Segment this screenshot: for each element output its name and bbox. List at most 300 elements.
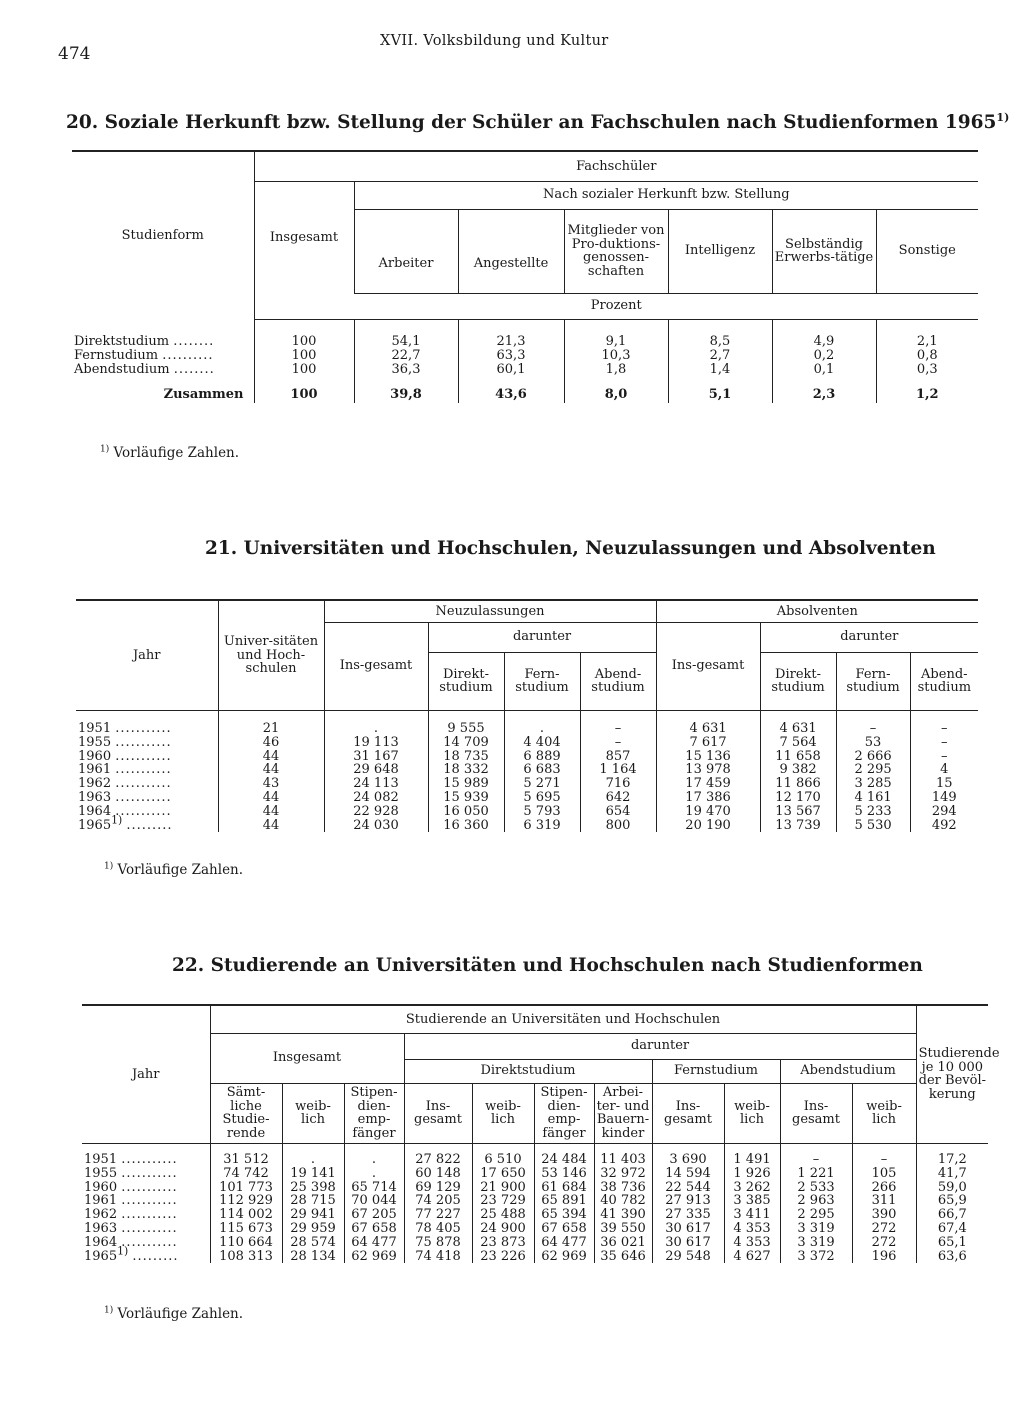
row-label-text: 1962 <box>78 776 112 792</box>
table-cell: 15 136 <box>656 750 760 764</box>
table-cell: 63,3 <box>458 349 564 363</box>
total-cell: 2,3 <box>772 387 876 403</box>
table-cell: 29 548 <box>652 1250 724 1264</box>
leader-dots: ........... <box>115 748 172 764</box>
row-label-text: 1964 <box>78 803 112 819</box>
table-cell: 6 683 <box>504 763 580 777</box>
table-cell: 857 <box>580 750 656 764</box>
header-neu-fern: Fern-studium <box>504 652 580 710</box>
footnote-21: $^{1)}$ Vorläufige Zahlen. <box>104 861 244 878</box>
table-cell: 115 673 <box>210 1222 282 1236</box>
table-cell: 13 739 <box>760 819 836 833</box>
table-cell: 44 <box>218 805 324 819</box>
table-cell: 27 822 <box>404 1153 472 1167</box>
table-cell: 24 900 <box>472 1222 534 1236</box>
table-cell: 0,3 <box>876 363 978 377</box>
table-21-title: 21. Universitäten und Hochschulen, Neuzulassungen und Absolventen <box>205 538 936 559</box>
table-cell: 2 666 <box>836 750 910 764</box>
total-cell: 1,2 <box>876 387 978 403</box>
row-label-footnote-mark: 1) <box>111 813 123 827</box>
header-abend-weiblich: weib-lich <box>852 1083 916 1143</box>
table-cell: 11 866 <box>760 777 836 791</box>
table-cell: 716 <box>580 777 656 791</box>
table-row <box>76 763 978 777</box>
table-cell: 2,7 <box>668 349 772 363</box>
leader-dots: ........ <box>173 362 215 377</box>
footnote-22: $^{1)}$ Vorläufige Zahlen. <box>104 1305 244 1322</box>
table-cell: . <box>344 1167 404 1181</box>
table-cell: 15 989 <box>428 777 504 791</box>
leader-dots: ......... <box>132 1248 179 1264</box>
row-label-text: 1963 <box>84 1220 118 1236</box>
table-cell: 28 134 <box>282 1250 344 1264</box>
header-direkt-stipendien: Stipen-dien-emp-fänger <box>534 1083 594 1143</box>
table-row <box>82 1167 988 1181</box>
table-cell: 59,0 <box>916 1181 988 1195</box>
table-cell: 67,4 <box>916 1222 988 1236</box>
header-neu-direkt: Direkt-studium <box>428 652 504 710</box>
row-label <box>76 791 218 805</box>
table-row <box>76 805 978 819</box>
table-cell: 65 891 <box>534 1194 594 1208</box>
table-cell: 100 <box>254 349 354 363</box>
table-cell: 2 295 <box>780 1208 852 1222</box>
row-label-text: 1961 <box>84 1193 118 1209</box>
table-cell: 44 <box>218 750 324 764</box>
header-abendstudium: Abendstudium <box>780 1059 916 1083</box>
table-cell: 7 617 <box>656 736 760 750</box>
table-cell: 10,3 <box>564 349 668 363</box>
row-label-text: Direktstudium <box>74 334 170 349</box>
header-sonstige: Sonstige <box>876 209 978 293</box>
table-cell: 21,3 <box>458 335 564 349</box>
header-selbstaendig: Selbständig Erwerbs-tätige <box>772 209 876 293</box>
table-cell: – <box>580 736 656 750</box>
table-cell: 0,2 <box>772 349 876 363</box>
table-cell: – <box>580 722 656 736</box>
page-number: 474 <box>58 44 91 64</box>
table-cell: 149 <box>910 791 978 805</box>
row-label-footnote-mark: 1) <box>117 1244 129 1258</box>
table-cell: 294 <box>910 805 978 819</box>
leader-dots: ........... <box>121 1234 178 1250</box>
table-cell: 62 969 <box>534 1250 594 1264</box>
row-label <box>76 777 218 791</box>
table-cell: 4 <box>910 763 978 777</box>
table-cell: 1,4 <box>668 363 772 377</box>
table-cell: 266 <box>852 1181 916 1195</box>
table-row <box>82 1181 988 1195</box>
row-label-text: 1951 <box>84 1152 118 1167</box>
header-abs-fern: Fern-studium <box>836 652 910 710</box>
row-label <box>76 722 218 736</box>
leader-dots: ........... <box>115 721 172 736</box>
table-cell: 53 <box>836 736 910 750</box>
table-cell: 6 510 <box>472 1153 534 1167</box>
table-cell: 23 226 <box>472 1250 534 1264</box>
row-label-text: 1963 <box>78 789 112 805</box>
table-cell: 17 386 <box>656 791 760 805</box>
table-cell: 100 <box>254 363 354 377</box>
header-darunter: darunter <box>404 1033 916 1059</box>
row-label-text: 1960 <box>78 748 112 764</box>
table-cell: 65,9 <box>916 1194 988 1208</box>
leader-dots: ........... <box>115 789 172 805</box>
table-cell: 32 972 <box>594 1167 652 1181</box>
table-22 <box>82 1004 1000 1264</box>
table-row <box>76 722 978 736</box>
header-neu-abend: Abend-studium <box>580 652 656 710</box>
table-cell: 23 873 <box>472 1236 534 1250</box>
table-cell: 40 782 <box>594 1194 652 1208</box>
header-fachschueler: Fachschüler <box>254 151 978 181</box>
table-cell: 15 <box>910 777 978 791</box>
total-cell: 39,8 <box>354 387 458 403</box>
header-abs-darunter: darunter <box>760 622 978 652</box>
table-cell: 39 550 <box>594 1222 652 1236</box>
table-cell: 16 050 <box>428 805 504 819</box>
table-cell: 642 <box>580 791 656 805</box>
table-cell: 30 617 <box>652 1222 724 1236</box>
table-cell: 21 <box>218 722 324 736</box>
table-cell: 29 959 <box>282 1222 344 1236</box>
header-absolventen: Absolventen <box>656 600 978 622</box>
row-label <box>82 1208 210 1222</box>
table-cell: 6 889 <box>504 750 580 764</box>
header-universitaeten: Univer-sitäten und Hoch-schulen <box>218 600 324 710</box>
table-cell: 74 205 <box>404 1194 472 1208</box>
leader-dots: ........... <box>115 734 172 750</box>
table-cell: 2 295 <box>836 763 910 777</box>
table-cell: 62 969 <box>344 1250 404 1264</box>
row-label-text: 1964 <box>84 1234 118 1250</box>
table-cell: 4,9 <box>772 335 876 349</box>
table-cell: 12 170 <box>760 791 836 805</box>
table-row <box>72 335 978 349</box>
row-label <box>72 363 254 377</box>
header-fern-insgesamt: Ins-gesamt <box>652 1083 724 1143</box>
table-cell: 44 <box>218 791 324 805</box>
table-cell: 0,1 <box>772 363 876 377</box>
table-cell: 19 141 <box>282 1167 344 1181</box>
table-cell: 25 398 <box>282 1181 344 1195</box>
table-cell: 390 <box>852 1208 916 1222</box>
header-neu-darunter: darunter <box>428 622 656 652</box>
table-row <box>72 363 978 377</box>
table-20 <box>72 150 978 403</box>
header-direktstudium: Direktstudium <box>404 1059 652 1083</box>
table-cell: 25 488 <box>472 1208 534 1222</box>
row-label <box>82 1222 210 1236</box>
table-cell: 4 353 <box>724 1222 780 1236</box>
row-label-text: 1960 <box>84 1179 118 1195</box>
table-cell: 44 <box>218 763 324 777</box>
header-abs-abend: Abend-studium <box>910 652 978 710</box>
table-cell: – <box>910 736 978 750</box>
row-label-text: 1962 <box>84 1207 118 1223</box>
table-cell: . <box>324 722 428 736</box>
table-cell: 272 <box>852 1236 916 1250</box>
header-saemtliche: Sämt-liche Studie-rende <box>210 1083 282 1143</box>
table-cell: 36 021 <box>594 1236 652 1250</box>
table-cell: 31 167 <box>324 750 428 764</box>
header-fern-weiblich: weib-lich <box>724 1083 780 1143</box>
table-cell: 23 729 <box>472 1194 534 1208</box>
row-label <box>82 1236 210 1250</box>
table-cell: 11 658 <box>760 750 836 764</box>
leader-dots: ........... <box>121 1207 178 1223</box>
table-cell: 74 418 <box>404 1250 472 1264</box>
table-cell: 41,7 <box>916 1167 988 1181</box>
row-label <box>82 1181 210 1195</box>
row-label <box>72 335 254 349</box>
row-label <box>82 1194 210 1208</box>
table-cell: 4 631 <box>656 722 760 736</box>
table-row <box>82 1250 988 1264</box>
table-cell: 36,3 <box>354 363 458 377</box>
row-label-text: 1965 <box>78 817 112 833</box>
table-cell: 311 <box>852 1194 916 1208</box>
table-20-body <box>72 319 978 403</box>
total-cell: 8,0 <box>564 387 668 403</box>
table-cell: 29 648 <box>324 763 428 777</box>
table-cell: 28 715 <box>282 1194 344 1208</box>
row-label <box>76 763 218 777</box>
header-studierende: Studierende an Universitäten und Hochschulen <box>210 1005 916 1033</box>
row-label <box>72 349 254 363</box>
table-row <box>82 1208 988 1222</box>
table-cell: 19 470 <box>656 805 760 819</box>
table-cell: 24 113 <box>324 777 428 791</box>
leader-dots: ........... <box>121 1193 178 1209</box>
table-cell: 5 793 <box>504 805 580 819</box>
table-row <box>76 736 978 750</box>
table-cell: 2,1 <box>876 335 978 349</box>
table-cell: 30 617 <box>652 1236 724 1250</box>
table-20-title: 20. Soziale Herkunft bzw. Stellung der Schüler an Fachschulen nach Studienformen 1965$^{1)}$ <box>66 110 1010 133</box>
table-cell: 112 929 <box>210 1194 282 1208</box>
table-cell: 17 650 <box>472 1167 534 1181</box>
header-abend-insgesamt: Ins-gesamt <box>780 1083 852 1143</box>
table-cell: 67 658 <box>534 1222 594 1236</box>
table-cell: 61 684 <box>534 1181 594 1195</box>
table-cell: 19 113 <box>324 736 428 750</box>
table-cell: 272 <box>852 1222 916 1236</box>
header-studienform: Studienform <box>72 151 254 319</box>
header-arbeiter: Arbeiter <box>354 209 458 293</box>
table-cell: 9 555 <box>428 722 504 736</box>
table-cell: 17 459 <box>656 777 760 791</box>
header-stipendien: Stipen-dien-emp-fänger <box>344 1083 404 1143</box>
table-cell: 24 082 <box>324 791 428 805</box>
table-cell: 70 044 <box>344 1194 404 1208</box>
leader-dots: ........... <box>121 1220 178 1236</box>
table-cell: 105 <box>852 1167 916 1181</box>
header-jahr: Jahr <box>76 600 218 710</box>
table-cell: 3 385 <box>724 1194 780 1208</box>
table-cell: 101 773 <box>210 1181 282 1195</box>
table-cell: 13 978 <box>656 763 760 777</box>
table-cell: 1 221 <box>780 1167 852 1181</box>
header-angestellte: Angestellte <box>458 209 564 293</box>
table-cell: 7 564 <box>760 736 836 750</box>
table-cell: 22,7 <box>354 349 458 363</box>
table-cell: 3 285 <box>836 777 910 791</box>
table-cell: 64 477 <box>534 1236 594 1250</box>
table-cell: 66,7 <box>916 1208 988 1222</box>
header-mitglieder-lpg: Mitglieder von Pro-duktions-genossen-schaften <box>564 209 668 293</box>
header-fernstudium: Fernstudium <box>652 1059 780 1083</box>
row-label-text: Fernstudium <box>74 348 159 363</box>
table-cell: 4 404 <box>504 736 580 750</box>
table-cell: 21 900 <box>472 1181 534 1195</box>
table-cell: 3 262 <box>724 1181 780 1195</box>
row-label-text: 1961 <box>78 762 112 778</box>
table-cell: 2 533 <box>780 1181 852 1195</box>
table-cell: 24 030 <box>324 819 428 833</box>
table-cell: 27 913 <box>652 1194 724 1208</box>
table-cell: 74 742 <box>210 1167 282 1181</box>
table-cell: 1 491 <box>724 1153 780 1167</box>
table-cell: 654 <box>580 805 656 819</box>
table-cell: 18 735 <box>428 750 504 764</box>
table-cell: 492 <box>910 819 978 833</box>
running-head: XVII. Volksbildung und Kultur <box>380 33 609 49</box>
table-cell: 3 372 <box>780 1250 852 1264</box>
table-cell: 1 926 <box>724 1167 780 1181</box>
header-abs-direkt: Direkt-studium <box>760 652 836 710</box>
table-cell: 15 939 <box>428 791 504 805</box>
table-cell: 28 574 <box>282 1236 344 1250</box>
leader-dots: ........... <box>115 803 172 819</box>
table-cell: 196 <box>852 1250 916 1264</box>
table-cell: 6 319 <box>504 819 580 833</box>
table-cell: 8,5 <box>668 335 772 349</box>
header-direkt-insgesamt: Ins-gesamt <box>404 1083 472 1143</box>
row-label-text: 1955 <box>84 1165 118 1181</box>
table-cell: 65,1 <box>916 1236 988 1250</box>
footnote-20: $^{1)}$ Vorläufige Zahlen. <box>100 444 240 461</box>
table-cell: – <box>836 722 910 736</box>
table-cell: 110 664 <box>210 1236 282 1250</box>
table-row <box>76 791 978 805</box>
table-cell: – <box>910 750 978 764</box>
table-cell: 65 714 <box>344 1181 404 1195</box>
table-cell: 24 484 <box>534 1153 594 1167</box>
table-cell: 46 <box>218 736 324 750</box>
table-cell: 67 205 <box>344 1208 404 1222</box>
table-row <box>76 819 978 833</box>
table-cell: 17,2 <box>916 1153 988 1167</box>
header-je-10000: Studierende je 10 000 der Bevöl-kerung <box>916 1005 988 1143</box>
table-cell: – <box>910 722 978 736</box>
header-insgesamt: Insgesamt <box>210 1033 404 1083</box>
table-cell: 64 477 <box>344 1236 404 1250</box>
header-direkt-weiblich: weib-lich <box>472 1083 534 1143</box>
leader-dots: ......... <box>126 817 173 833</box>
table-cell: – <box>852 1153 916 1167</box>
table-cell: 108 313 <box>210 1250 282 1264</box>
table-cell: 35 646 <box>594 1250 652 1264</box>
table-cell: 100 <box>254 335 354 349</box>
table-cell: . <box>504 722 580 736</box>
table-cell: 3 411 <box>724 1208 780 1222</box>
table-cell: 5 530 <box>836 819 910 833</box>
table-cell: . <box>282 1153 344 1167</box>
table-cell: 11 403 <box>594 1153 652 1167</box>
total-cell: 5,1 <box>668 387 772 403</box>
table-cell: 29 941 <box>282 1208 344 1222</box>
table-21-body <box>76 710 978 832</box>
leader-dots: ........ <box>173 334 215 349</box>
table-cell: 16 360 <box>428 819 504 833</box>
table-cell: 5 233 <box>836 805 910 819</box>
header-neu-insgesamt: Ins-gesamt <box>324 622 428 710</box>
header-jahr: Jahr <box>82 1005 210 1143</box>
header-abs-insgesamt: Ins-gesamt <box>656 622 760 710</box>
table-cell: 18 332 <box>428 763 504 777</box>
row-label-text: 1965 <box>84 1248 118 1264</box>
table-cell: 65 394 <box>534 1208 594 1222</box>
row-label <box>76 750 218 764</box>
table-cell: 3 319 <box>780 1236 852 1250</box>
row-label-text: Abendstudium <box>74 362 170 377</box>
table-row <box>76 777 978 791</box>
table-row <box>76 750 978 764</box>
table-cell: 60 148 <box>404 1167 472 1181</box>
table-cell: 114 002 <box>210 1208 282 1222</box>
header-insgesamt: Insgesamt <box>254 181 354 293</box>
row-label <box>76 813 218 833</box>
leader-dots: ........... <box>121 1152 178 1167</box>
table-cell: 2 963 <box>780 1194 852 1208</box>
header-nach-herkunft: Nach sozialer Herkunft bzw. Stellung <box>354 181 978 209</box>
table-cell: 1,8 <box>564 363 668 377</box>
table-cell: 5 695 <box>504 791 580 805</box>
table-cell: 67 658 <box>344 1222 404 1236</box>
table-cell: 27 335 <box>652 1208 724 1222</box>
table-cell: 22 544 <box>652 1181 724 1195</box>
table-row <box>82 1236 988 1250</box>
leader-dots: ........... <box>115 762 172 778</box>
table-cell: 3 690 <box>652 1153 724 1167</box>
table-cell: 38 736 <box>594 1181 652 1195</box>
table-cell: . <box>344 1153 404 1167</box>
row-label <box>82 1167 210 1181</box>
total-label: Zusammen <box>163 387 244 402</box>
table-row <box>82 1153 988 1167</box>
table-cell: 1 164 <box>580 763 656 777</box>
table-22-title: 22. Studierende an Universitäten und Hochschulen nach Studienformen <box>172 955 923 976</box>
table-cell: 41 390 <box>594 1208 652 1222</box>
table-cell: 78 405 <box>404 1222 472 1236</box>
row-label <box>82 1244 210 1264</box>
table-cell: 14 594 <box>652 1167 724 1181</box>
table-cell: 800 <box>580 819 656 833</box>
leader-dots: ........... <box>121 1165 178 1181</box>
table-22-body <box>82 1143 988 1263</box>
leader-dots: .......... <box>162 348 214 363</box>
table-row <box>82 1194 988 1208</box>
leader-dots: ........... <box>121 1179 178 1195</box>
table-cell: 3 319 <box>780 1222 852 1236</box>
table-cell: 4 627 <box>724 1250 780 1264</box>
header-direkt-arbeiterkinder: Arbei-ter- und Bauern-kinder <box>594 1083 652 1143</box>
leader-dots: ........... <box>115 776 172 792</box>
table-cell: 14 709 <box>428 736 504 750</box>
table-cell: 5 271 <box>504 777 580 791</box>
table-cell: 9 382 <box>760 763 836 777</box>
